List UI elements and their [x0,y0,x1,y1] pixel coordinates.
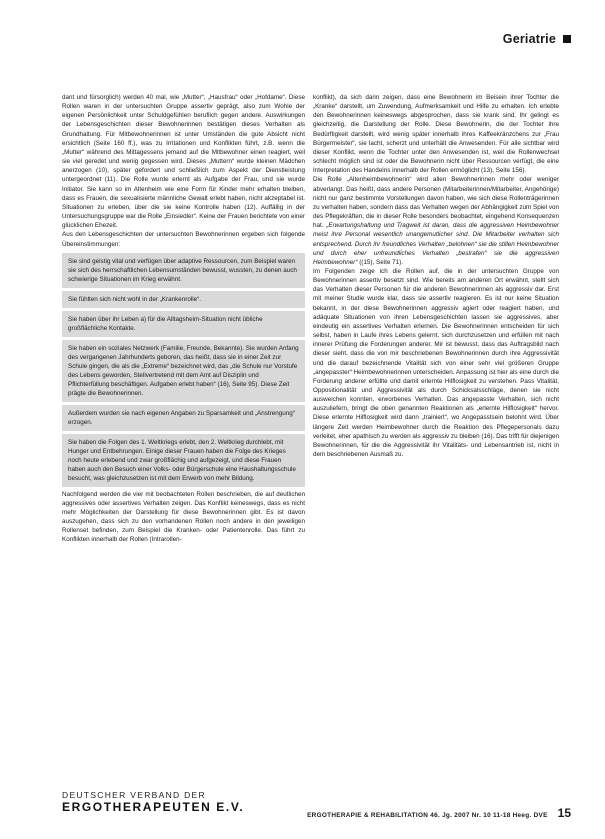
left-column [62,93,305,545]
finding-box: Sie haben die Folgen des 1. Weltkriegs erlebt, den 2. Weltkrieg durchlebt, mit Hunger und Entbehrungen. Einige dieser Frauen haben die Folge des Krieges noch heute erlebend und zwar großflächig und aufgezeigt, und diese Frauen haben auch den Besuch einer Volks- oder Bürgerschule eine Haushaltungsschule besucht, was gleichzusetzen ist mit dem Erwerb von mehr Bildung. [62,434,305,487]
section-title: Geriatrie [502,32,556,46]
findings-boxes [62,253,305,487]
page-footer [307,806,571,820]
block-quote: „Erwartungshaltung und Tragweit ist daran, dass die aggressiven Heimbewohner meist ihre Personal wesentlich unangemutlicher sind. Die Mitarbeiter verhalten sich entsprechend. Durch ihr freundliches Verhalten „belohnen“ sie die stillen Heimbewohner und durch eher unfreundliches Verhalten „bestrafen“ sie die aggressiven Heimbewohner“ [313,222,559,266]
right-paragraph-2 [313,175,559,267]
quote-reference: ((15), Seite 71). [357,258,403,266]
right-paragraph-1: konflikt), da sich darin zeigen, dass eine Bewohnerin im Beisein ihrer Tochter die „Kranke“ darstellt, um Zuwendung, Aufmerksamkeit und Hilfe zu erhalten. Ich erlebte den Bewohnerinnen keineswegs abgesprochen, dass sie krank sind. Ihr gelingt es gleichzeitig, die Darstellung der Rolle. Diese Bewohnerin, die der Tochter ihre Bedürftigkeit darstellt, wird wenig später innerhalb ihres Kaffeekränzchens zur „Frau Bürgermeister“, sie lacht, scherzt und unterhält die Anwesenden. Für alle sichtbar wird dieser Konflikt, wenn die Tochter unter den Anwesenden ist, weil die Rollenwechsel schlecht möglich sind ist oder die Bewohnerin nicht über Ressourcen verfügt, die eine Interpretation des Handelns innerhalb der Rollen ermöglicht (13), Seite 156). [313,94,559,175]
left-outro-paragraph: Nachfolgend werden die vier mit beobachteten Rollen beschrieben, die auf deutlichen aggressives oder assertives Verhalten zeigen. Das Konflikt keineswegs, dass es nicht mehr Möglichkeiten der Darstellung für diese Bewohnerinnen gibt. Es ist davon auszugehen, dass sich zu den vorhandenen Rollen noch andere in den jeweiligen Rollenset befinden, zum Beispiel die Kranken- oder Patientenrolle. Das führt zu Konflikten innerhalb der Rollen (Intrarollen- [62,490,305,544]
right-paragraph-3: Im Folgenden zeige ich die Rollen auf, die in der untersuchten Gruppe von Bewohnerinnen assertiv besetzt sind. Wie bereits am anderen Ort erwähnt, stellt sich das Verhalten dieser Personen für die anderen Bewohnerinnen als aggressiv dar. Erst mit meiner Studie wurde klar, dass sie assertiv reagieren. Es ist nur keine Situation bekannt, in der diese Bewohnerinnen aggressiv agiert oder reagiert haben, und adäquate Situationen von ihren Lebensgeschichten lassen sie aggressives, aber eindeutig ein assertives Verhalten erlernen. Die Bewohnerinnen entscheiden für sich selbst, haben in Laufe ihres Lebens gelernt, sich durchzusetzen und erfüllen mit nach innerer Prüfung die Forderungen anderer. Mir ist bewusst, dass das Auftragsbild nach dieser sieht, dass die von mir beschriebenen Bewohnerinnen durch ihre Aggressivität und die darauf bezeichnende Vitalität sich von einer sehr viel größeren Gruppe „angepasster“ Heimbewohnerinnen unterscheiden. Anpassung ist hier als eine durch die Forderung anderer erfüllte und damit erlernte Hilflosigkeit zu verstehen. Pass Vitalität, Oppositionalität und Aggressivität als durch Schicksalsschläge, denen sie nicht ausweichen konnten, erworbenes Verhalten. Das angepasste Verhalten, sich nicht auszuliefern, bringt die oben genannten Reaktionen als „erlernte Hilflosigkeit“ hervor. Diese erlernte Hilflosigkeit wird dann „trainiert“, wo Angepasstsein belohnt wird. Über längere Zeit werden Heimbewohner durch die Reaktion des Pflegepersonals dazu verleitet, eher apathisch zu werden als aggressiv zu bleiben (16). Das trifft für diejenigen Bewohnerinnen, für die die Aggressivität ihr Vitalitäts- und Lebensantrieb ist, nicht in dem beschriebenen Ausmaß zu. [313,267,559,459]
section-marker-square [563,35,571,43]
publisher-name-line2: ERGOTHERAPEUTEN E.V. [62,800,245,814]
finding-box: Außerdem wurden sie nach eigenen Angaben zu Sparsamkeit und „Anstrengung“ erzogen. [62,405,305,431]
finding-box: Sie haben ein soziales Netzwerk (Familie, Freunde, Bekannte). Sie wurden Anfang des vergangenen Jahrhunderts geboren, das heißt, dass sie in einer Zeit zur Schule gingen, die als die „Extreme“ bezeichnet wird, das „die Schule nur Vorstufe des Lebens geworden, Stellvertretend mit dem Amt auf Disziplin und Pflichterfüllung beschäftigen. Aufgaben erlebt haben“ (16), Seite 95). Diese Zeit prägte die Bewohnerinnen. [62,340,305,402]
section-header [503,32,571,46]
finding-box: Sie haben über ihr Leben a) für die Alltagsheim-Situation nicht übliche großflächliche Kontakte. [62,311,305,337]
page-number: 15 [557,806,571,820]
left-intro-paragraph: dant und fürsorglich) werden 40 mal, wie „Mutter“, „Hausfrau“ oder „Hofdame“. Diese Rollen waren in der untersuchten Gruppe assertiv geprägt, also zum Wohle der eigenen Persönlichkeit unter Schuldgefühlen beruflich gegen andere. Auswirkungen der Lebensgeschichten dieser Bewohnerinnen bestätigen dieses Verhalten als Grundhaltung. Für Mitbewohnerinnen ist unter Umständen die gute Absicht nicht ersichtlich (Seite 160 ff.), was zu Irritationen und Konflikten führt, z.B. wenn die „Mutter“ während des Mittagessens jemand auf die Mitbewohner einen reagiert, weil sie viel geredet und wenig gegessen wird. Dieses „Muttern“ wurde kleinen Mädchen anerzogen (10), später gefordert und schließlich zum Aspekt der Dienstleistung untergeordnet (11). Die Rolle wurde erlernt als Aufgabe der Frau, und sie wurde Initiator. Sie kann so im Altenheim wie eine Form für Kinder mehr erhalten bleiben, dass es Frauen, die sexualisierte männliche Gewalt erlebt haben, nicht akzeptabel ist. Situationen zu erleben, über die sie keine Kontrolle haben (12). Auffällig in der Untersuchungsgruppe war die Rolle „Einsiedler“. Keine der Frauen berichtete von einer glücklichen Ehezeit. [62,94,305,230]
journal-citation: ERGOTHERAPIE & REHABILITATION 46. Jg. 2007 Nr. 10 11-18 Heeg. DVE [307,812,548,819]
finding-box: Sie sind geistig vital und verfügen über adaptive Ressourcen, zum Beispiel waren sie sich des herrschaftlichen Lebensumständen bewusst, wussten, zu denen auch schwierige Situationen im Krieg erwähnt. [62,253,305,288]
finding-box: Sie fühlten sich nicht wohl in der „Krankenrolle“. [62,291,305,308]
publisher-name-line1: DEUTSCHER VERBAND DER [62,790,206,800]
right-paragraph-2-text: Die Rolle „Altenheimbewohnerin“ wird allen Bewohnerinnen mehr oder weniger abverlangt. Das heißt, dass andere Personen (Mitarbeiterinnen/Mitarbeiter, Angehörige) nicht nur ganz bestimmte Vorstellungen davon haben, wie sich diese Rollenträgerinnen zu verhalten haben, sondern dass das Verhalten wegen der Abhängigkeit zum Spiel von des Pflegekräften, die in dieser Rolle besonders beobachtet, eingehend Konsequenzen hat. [313,176,559,230]
publisher-logo [62,790,244,814]
left-lead-paragraph: Aus den Lebensgeschichten der untersuchten Bewohnerinnen ergeben sich folgende Übereinstimmungen: [62,231,305,248]
right-column [313,93,559,459]
